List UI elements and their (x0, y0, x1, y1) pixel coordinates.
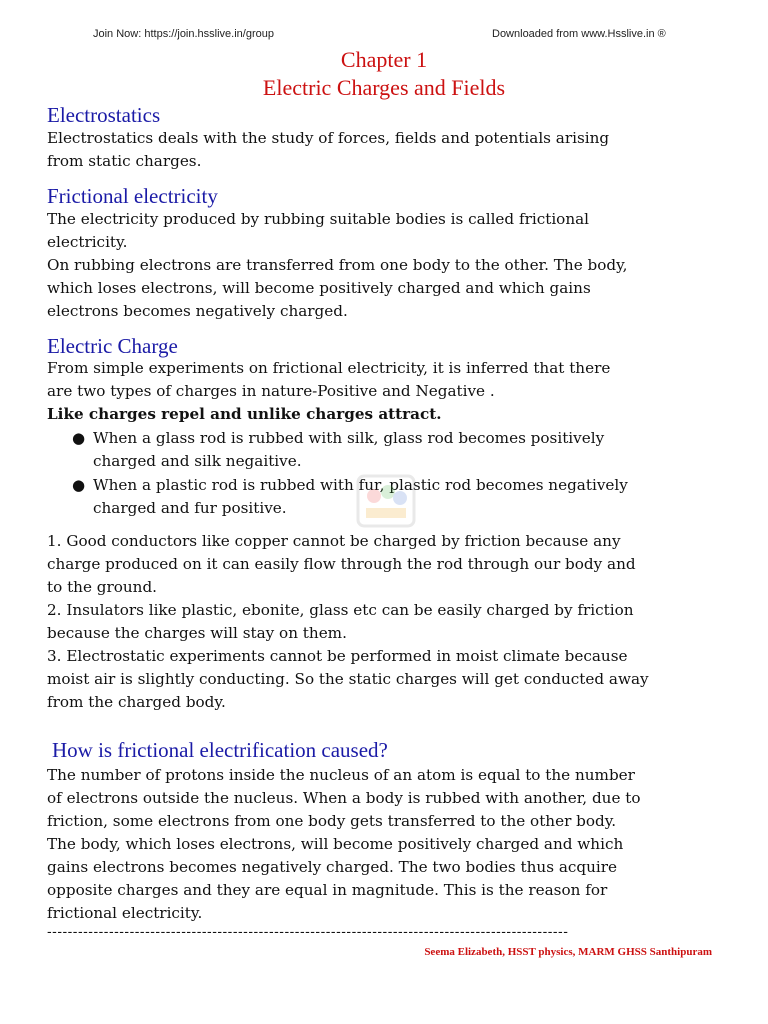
chapter-title: Electric Charges and Fields (262, 75, 506, 100)
chapter-number: Chapter 1 (340, 47, 428, 72)
join-link[interactable]: Join Now: https://join.hsslive.in/group (93, 28, 274, 40)
heading-frictional-electricity: Frictional electricity (47, 184, 218, 208)
watermark-logo-icon (354, 472, 418, 530)
paragraph-line: moist air is slightly conducting. So the static charges will get conducted away (47, 670, 649, 688)
paragraph-line: which loses electrons, will become positively charged and which gains (47, 279, 591, 297)
bullet-icon: ● (72, 429, 86, 447)
paragraph-line: of electrons outside the nucleus. When a body is rubbed with another, due to (47, 789, 641, 807)
heading-electrostatics: Electrostatics (47, 103, 161, 127)
paragraph-line: electricity. (47, 233, 128, 251)
paragraph-line: frictional electricity. (47, 904, 203, 922)
paragraph-line: to the ground. (47, 578, 158, 596)
paragraph-line: 1. Good conductors like copper cannot be charged by friction because any (47, 532, 621, 550)
paragraph-line: 3. Electrostatic experiments cannot be performed in moist climate because (47, 647, 628, 665)
paragraph-line: from static charges. (47, 152, 202, 170)
author-credit: Seema Elizabeth, HSST physics, MARM GHSS Santhipuram (424, 946, 712, 958)
download-source: Downloaded from www.Hsslive.in ® (492, 28, 666, 40)
paragraph-line: friction, some electrons from one body gets transferred to the other body. (47, 812, 617, 830)
paragraph-line: because the charges will stay on them. (47, 624, 347, 642)
bullet-item-line: When a plastic rod is rubbed with fur, plastic rod becomes negatively (93, 476, 628, 494)
bold-statement: Like charges repel and unlike charges attract. (47, 405, 442, 423)
paragraph-line: gains electrons becomes negatively charged. The two bodies thus acquire (47, 858, 617, 876)
bullet-icon: ● (72, 476, 86, 494)
paragraph-line: electrons becomes negatively charged. (47, 302, 348, 320)
paragraph-line: The body, which loses electrons, will become positively charged and which (47, 835, 624, 853)
paragraph-line: On rubbing electrons are transferred from one body to the other. The body, (47, 256, 628, 274)
bullet-item-line: charged and silk negaitive. (93, 452, 302, 470)
paragraph-line: opposite charges and they are equal in magnitude. This is the reason for (47, 881, 608, 899)
bullet-item-line: charged and fur positive. (93, 499, 287, 517)
heading-how-frictional-electrification: How is frictional electrification caused? (52, 738, 388, 762)
paragraph-line: 2. Insulators like plastic, ebonite, glass etc can be easily charged by friction (47, 601, 634, 619)
heading-electric-charge: Electric Charge (47, 334, 178, 358)
paragraph-line: are two types of charges in nature-Positive and Negative . (47, 382, 495, 400)
divider-line: ----------------------------------------------------------------------------------------------------- (47, 923, 569, 939)
paragraph-line: From simple experiments on frictional electricity, it is inferred that there (47, 359, 611, 377)
paragraph-line: from the charged body. (47, 693, 226, 711)
paragraph-line: charge produced on it can easily flow through the rod through our body and (47, 555, 636, 573)
paragraph-line: The electricity produced by rubbing suitable bodies is called frictional (47, 210, 590, 228)
paragraph-line: The number of protons inside the nucleus of an atom is equal to the number (47, 766, 635, 784)
bullet-item-line: When a glass rod is rubbed with silk, glass rod becomes positively (93, 429, 605, 447)
paragraph-line: Electrostatics deals with the study of forces, fields and potentials arising (47, 129, 610, 147)
